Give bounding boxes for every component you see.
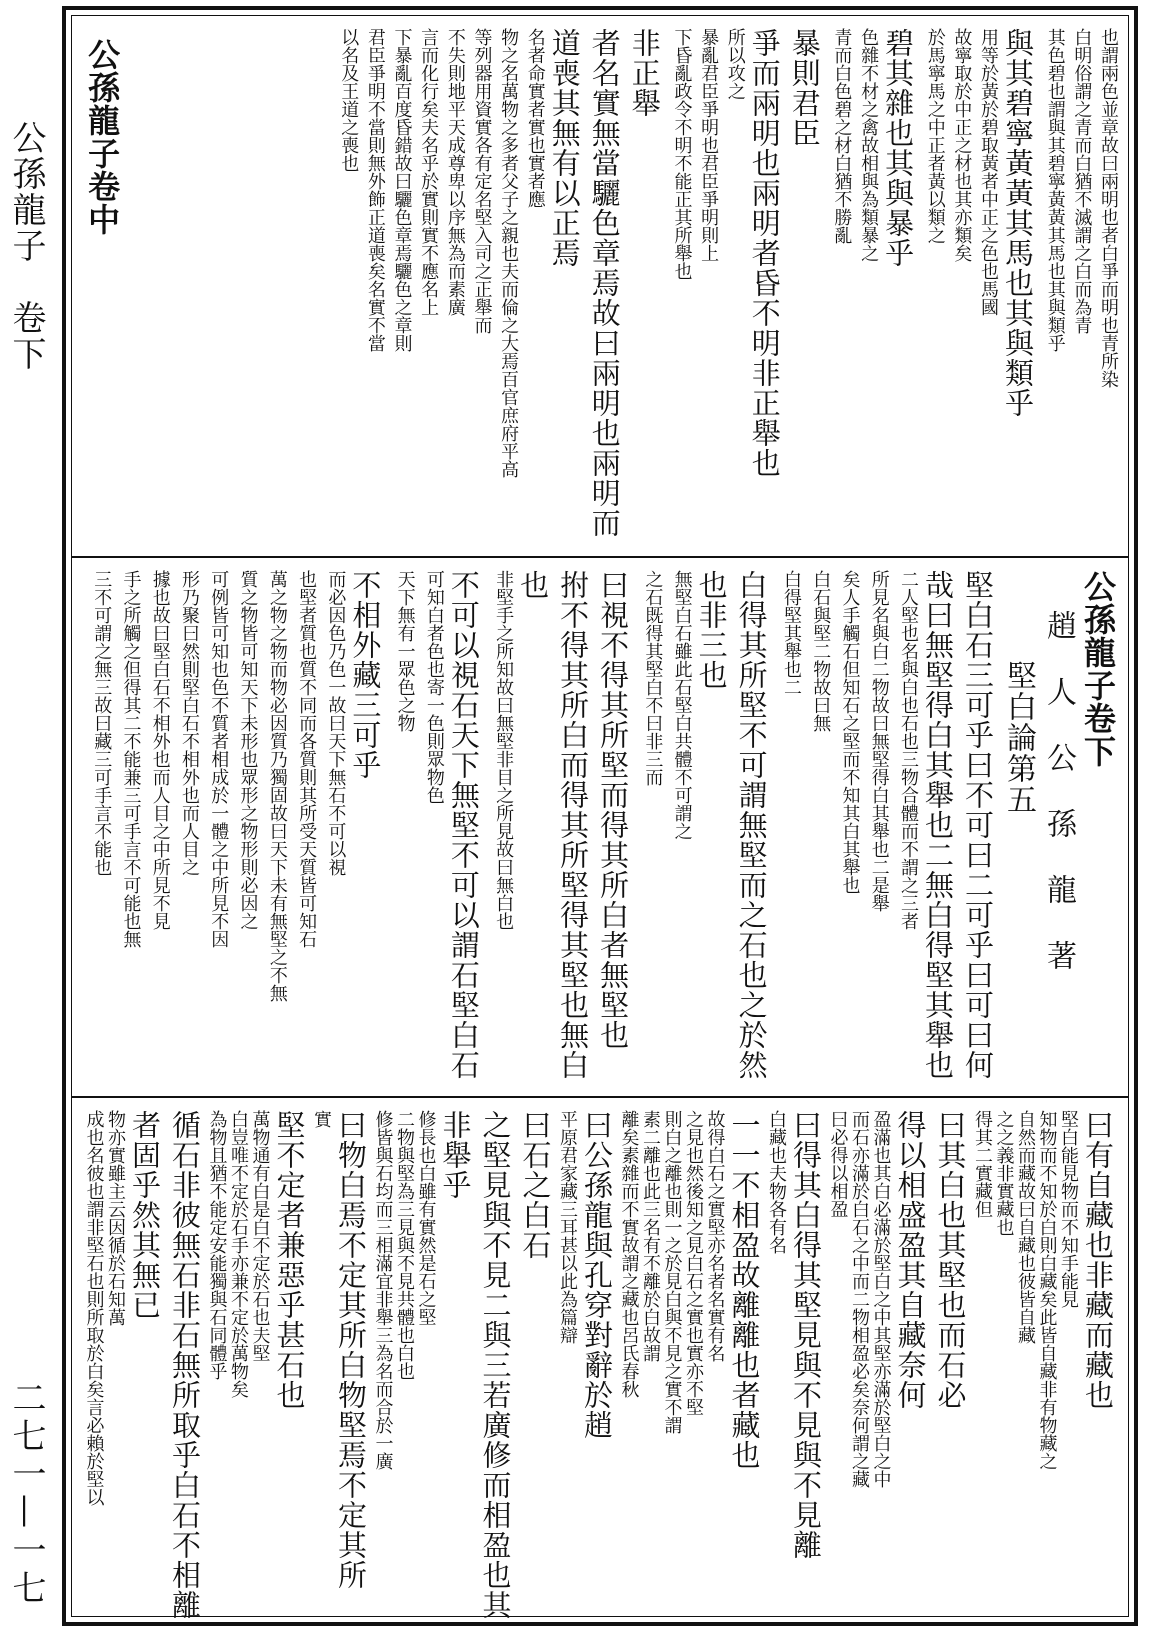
chapter-text-column: 堅白論第五: [1001, 660, 1036, 815]
main-text-column: 者固乎然其無已: [128, 1110, 162, 1320]
main-text-column: 曰得其白得其堅見與不見與不見離: [789, 1110, 823, 1560]
small-text-column: 於馬寧馬之中正者黃以類之: [924, 28, 946, 244]
small-text-column: 矣人手觸石但知石之堅而不知其白其舉也: [839, 570, 861, 894]
small-text-column: 暴亂君臣爭明也君臣爭明則上: [698, 28, 720, 262]
small-text-column: 堅白能見物而不知手能見: [1058, 1110, 1079, 1308]
main-text-column: 者名實無當驪色章焉故曰兩明也兩明而: [587, 28, 622, 538]
small-text-column: 色雜不材之禽故相與為類暴之: [858, 28, 880, 262]
small-text-column: 可知白者色也寄一色則眾物色: [423, 570, 445, 804]
bottom-register-columns: [83, 1110, 1116, 1620]
small-text-column: 素二離也此三名有不離於白故謂: [640, 1110, 661, 1362]
small-text-column: 所以攻之: [724, 28, 746, 100]
small-text-column: 物亦實雖主云因循於石知萬: [105, 1110, 126, 1326]
main-text-column: 曰物白焉不定其所白物堅焉不定其所: [334, 1110, 368, 1590]
small-text-column: 也謂兩色並章故曰兩明也者白爭而明也青所染: [1098, 28, 1119, 388]
small-text-column: 手之所觸之但得其二不能兼三可手言不可能也無: [120, 570, 142, 948]
small-text-column: 白得堅其舉也二: [780, 570, 802, 696]
small-text-column: 萬物通有白是白不定於石也夫堅: [249, 1110, 271, 1362]
main-text-column: 堅不定者兼惡乎甚石也: [272, 1110, 307, 1410]
small-text-column: 物之名萬物之多者父子之親也夫而倫之大焉百官庶府平高: [498, 28, 520, 478]
small-text-column: 之之義非實藏也: [993, 1110, 1015, 1236]
small-text-column: 而石亦滿於白石之中而二物相盈必矣奈何謂之藏: [849, 1110, 870, 1488]
main-text-column: 也: [516, 570, 551, 600]
main-text-column: 曰視不得其所堅而得其所白者無堅也: [596, 570, 631, 1050]
small-text-column: 質之物皆可知天下未形也眾形之物形則必因之: [237, 570, 259, 930]
main-text-column: 得以相盛盈其自藏奈何: [893, 1110, 928, 1410]
small-text-column: 修長也白雖有實然是石之堅: [415, 1110, 437, 1326]
main-text-column: 不可以視石天下無堅不可以謂石堅白石: [446, 570, 481, 1080]
small-text-column: 之見也然後知之見白石之實也實亦不堅: [683, 1110, 704, 1416]
small-text-column: 白石與堅二物故曰無: [810, 570, 832, 732]
column-spacer: [124, 28, 329, 546]
small-text-column: 所見名與白二物故曰無堅得白其舉也二是舉: [868, 570, 890, 912]
small-text-column: 白豈唯不定於石手亦兼不定於萬物矣: [228, 1110, 249, 1398]
main-text-column: 也非三也: [694, 570, 729, 690]
small-text-column: 天下無有一眾色之物: [394, 570, 416, 732]
main-text-column: 曰公孫龍與孔穿對辭於趙: [580, 1110, 614, 1440]
small-text-column: 為物且猶不能定安能獨與石同體乎: [206, 1110, 228, 1380]
middle-register-columns: [84, 570, 1116, 1088]
main-text-column: 非舉乎: [438, 1110, 473, 1200]
main-text-column: 堅白石三可乎曰不可曰二可乎曰可曰何: [961, 570, 995, 1080]
small-text-column: 不失則地平天成尊卑以序無為而素廣: [444, 28, 466, 316]
bottom-register: [72, 1096, 1128, 1626]
small-text-column: 也堅者質也質不同而各質則其所受天質皆可知石: [296, 570, 318, 948]
small-text-column: 白明俗謂之青而白猶不滅謂之白而為青: [1071, 28, 1093, 334]
heading-text-column: 公孫龍子卷下: [1079, 570, 1117, 768]
small-text-column: 故得白石之實堅亦名者名實有名: [704, 1110, 726, 1362]
main-text-column: 非正舉: [627, 28, 662, 118]
main-text-column: 曰其白也其堅也而石必: [933, 1110, 968, 1410]
small-text-column: 白藏也夫物各有名: [766, 1110, 787, 1254]
author-text-column: 趙人公孫龍著: [1041, 610, 1076, 1006]
main-text-column: 爭而兩明也兩明者昏不明非正舉也: [747, 28, 782, 478]
small-text-column: 名者命實者實也實者應: [524, 28, 546, 208]
main-text-column: 曰有自藏也非藏而藏也: [1081, 1110, 1115, 1410]
top-register-columns: [83, 28, 1119, 546]
main-text-column: 之堅見與不見二與三若廣修而相盈也其: [478, 1110, 513, 1620]
main-text-column: 循石非彼無石非石無所取乎白石不相離: [168, 1110, 202, 1620]
small-text-column: 之石既得其堅白不曰非三而: [642, 570, 664, 786]
small-text-column: 等列器用資實各有定名堅入司之正舉而: [471, 28, 493, 334]
small-text-column: 曰必得以相盈: [827, 1110, 849, 1218]
small-text-column: 成也名彼也謂非堅石也則所取於白矣言必賴於堅以: [83, 1110, 105, 1506]
small-text-column: 以名及王道之喪也: [338, 28, 360, 172]
main-text-column: 暴則君臣: [787, 28, 822, 148]
page-inner-frame: [71, 15, 1129, 1620]
small-text-column: 萬之物之物而物必因質乃獨固故曰天下未有無堅之不無: [266, 570, 288, 1002]
small-text-column: 無堅白石雖此石堅白共體不可謂之: [671, 570, 693, 840]
small-text-column: 而必因色乃色一故曰天下無石不可以視: [325, 570, 347, 876]
main-text-column: 道喪其無有以正焉: [547, 28, 582, 268]
small-text-column: 言而化行矣夫名乎於實則實不應名上: [418, 28, 440, 316]
small-text-column: 二人堅也名與白也石也三物合體而不謂之三者: [898, 570, 919, 930]
small-text-column: 故寧取於中正之材也其亦類矣: [951, 28, 973, 262]
small-text-column: 青而白色碧之材白猶不勝亂: [831, 28, 853, 244]
small-text-column: 修皆與石均而三相滿宜非舉三為名而合於一廣: [372, 1110, 394, 1470]
small-text-column: 則白之離也則一之於見白與不見之實不謂: [661, 1110, 683, 1434]
middle-register: [72, 556, 1128, 1098]
main-text-column: 曰石之白石: [518, 1110, 553, 1260]
small-text-column: 下昏亂政令不明不能正其所舉也: [671, 28, 693, 280]
margin-book-title: 公孫龍子 卷下: [6, 120, 46, 372]
main-text-column: 白得其所堅不可謂無堅而之石也之於然: [734, 570, 769, 1080]
small-text-column: 自然而藏故曰自藏也彼皆自藏: [1015, 1110, 1036, 1344]
small-text-column: 其色碧也謂與其碧寧黃黃其馬也其與類乎: [1044, 28, 1066, 352]
small-text-column: 據也故曰堅白石不相外也而人目之中所見不見: [149, 570, 171, 930]
top-register: [72, 16, 1128, 556]
small-text-column: 盈滿也其白必滿於堅白之中其堅亦滿於堅白之中: [870, 1110, 892, 1488]
small-text-column: 君臣爭明不當則無外飾正道喪矣名實不當: [364, 28, 386, 352]
small-text-column: 知物而不知於白則白藏矣此皆自藏非有物藏之: [1036, 1110, 1058, 1470]
small-text-column: 實: [311, 1110, 332, 1128]
small-text-column: 二物與堅為三見與不見共體也白也: [394, 1110, 415, 1380]
main-text-column: 不相外藏三可乎: [348, 570, 383, 780]
small-text-column: 可例皆可知也色不質者相成於一體之中所見不因: [208, 570, 230, 948]
small-text-column: 用等於黃於碧取黃者中正之色也馬國: [978, 28, 1000, 316]
margin-page-number: 二七一—一七: [6, 1380, 46, 1608]
main-text-column: 一一不相盈故離離也者藏也: [727, 1110, 762, 1470]
small-text-column: 三不可謂之無三故曰藏三可手言不能也: [91, 570, 113, 876]
small-text-column: 得其二實藏但: [972, 1110, 993, 1218]
main-text-column: 拊不得其所白而得其所堅得其堅也無白: [556, 570, 591, 1080]
endtitle-text-column: 公孫龍子卷中: [83, 38, 122, 236]
page-frame: [62, 6, 1138, 1626]
small-text-column: 非堅手之所知故曰無堅非目之所見故曰無白也: [493, 570, 515, 930]
small-text-column: 離矣素雜而不實故謂之藏也呂氏春秋: [618, 1110, 640, 1398]
small-text-column: 形乃聚曰然則堅白石不相外也而人目之: [179, 570, 201, 876]
main-text-column: 碧其雜也其與暴乎: [881, 28, 916, 268]
main-text-column: 哉曰無堅得白其舉也二無白得堅其舉也: [921, 570, 955, 1080]
small-text-column: 平原君家藏三耳甚以此為篇辯: [557, 1110, 578, 1344]
small-text-column: 下暴亂百度昏錯故曰驪色章焉驪色之章則: [391, 28, 413, 352]
main-text-column: 與其碧寧黃黃其馬也其與類乎: [1001, 28, 1036, 418]
